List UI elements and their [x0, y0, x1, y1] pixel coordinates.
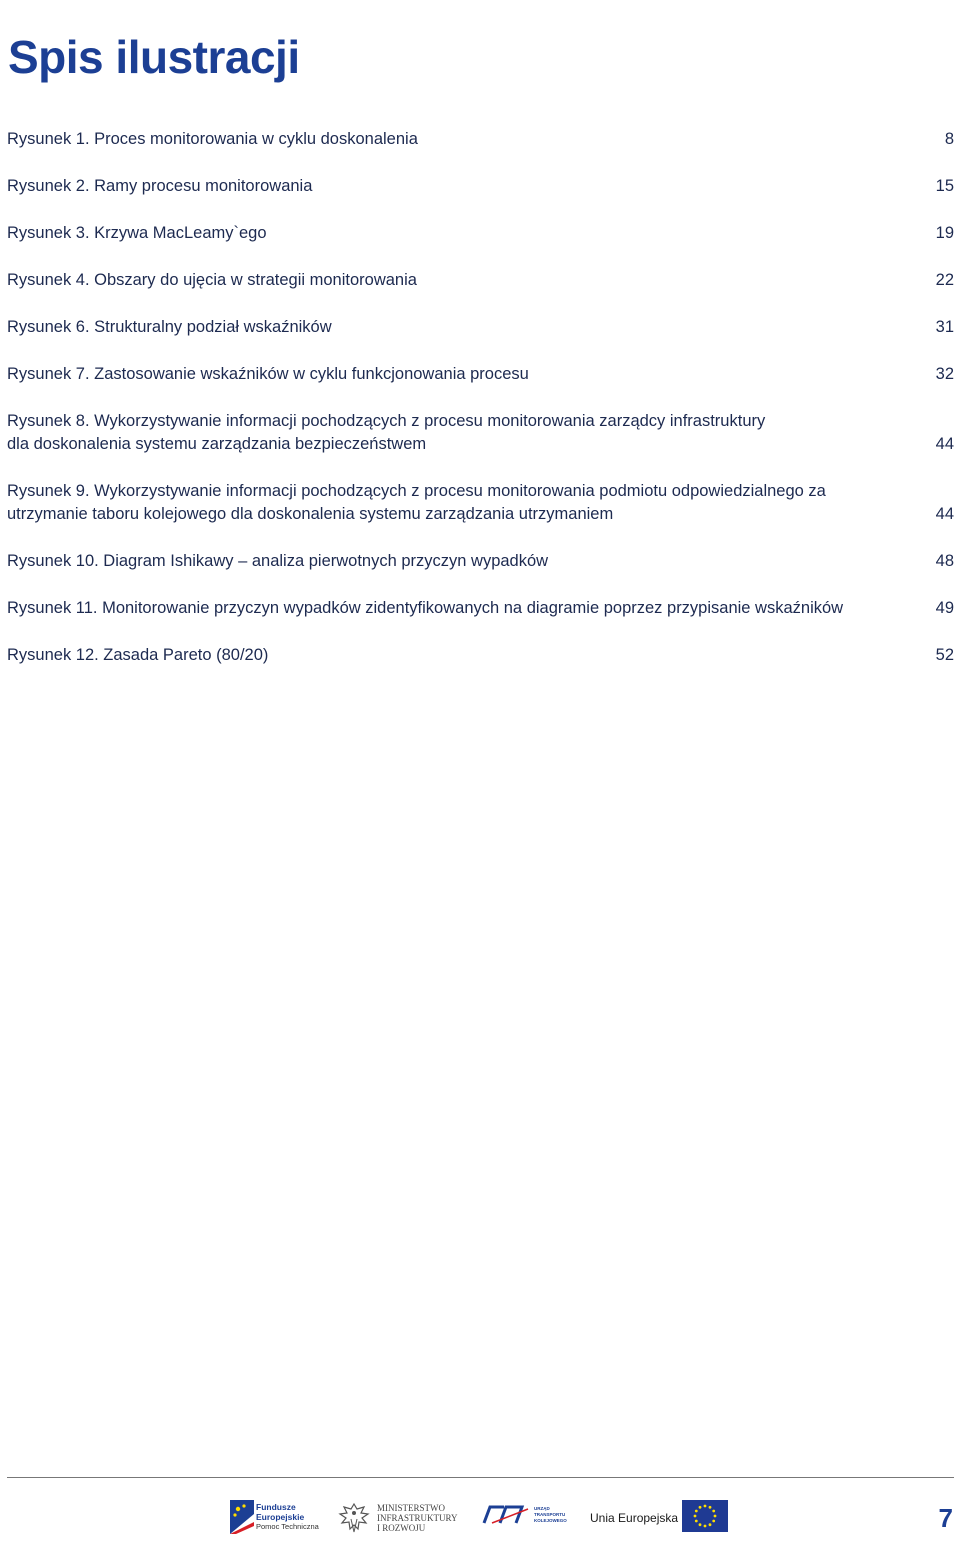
utk-line-1: URZĄD [534, 1506, 550, 1511]
toc-entry-page: 22 [935, 271, 954, 289]
ministry-line-3: I ROZWOJU [377, 1523, 426, 1533]
toc-entry-label: Rysunek 10. Diagram Ishikawy – analiza pierwotnych przyczyn wypadków [7, 552, 549, 570]
footer-divider [7, 1477, 954, 1478]
ministry-line-2: INFRASTRUKTURY [377, 1513, 458, 1523]
toc-entry[interactable] [7, 316, 954, 339]
toc-entry-label: Rysunek 11. Monitorowanie przyczyn wypadków zidentyfikowanych na diagramie poprzez przypisanie wskaźników [7, 599, 844, 617]
toc-entry-page: 15 [935, 177, 954, 195]
toc-entry[interactable] [7, 410, 954, 456]
toc-entry-page: 31 [935, 318, 954, 336]
toc-entry-label: Rysunek 6. Strukturalny podział wskaźników [7, 318, 332, 336]
toc-entry-page: 44 [935, 505, 954, 523]
toc-entry-page: 52 [935, 646, 954, 664]
toc-entry-page: 32 [935, 365, 954, 383]
page-title: Spis ilustracji [8, 31, 300, 83]
toc-entry[interactable] [7, 550, 954, 573]
fe-line-2: Europejskie [256, 1512, 305, 1522]
toc-entry-label: Rysunek 3. Krzywa MacLeamy`ego [7, 224, 267, 242]
ministry-line-1: MINISTERSTWO [377, 1503, 445, 1513]
illustrations-list [7, 128, 954, 691]
eu-flag-icon [682, 1500, 728, 1532]
toc-entry[interactable] [7, 480, 954, 526]
toc-entry-label: Rysunek 7. Zastosowanie wskaźników w cyklu funkcjonowania procesu [7, 365, 529, 383]
toc-entry[interactable] [7, 222, 954, 245]
ministry-logo [337, 1501, 467, 1535]
toc-entry-label: Rysunek 12. Zasada Pareto (80/20) [7, 646, 269, 664]
european-union-logo [590, 1500, 730, 1536]
toc-entry-label: Rysunek 2. Ramy procesu monitorowania [7, 177, 313, 195]
toc-entry[interactable] [7, 597, 954, 620]
fe-line-3: Pomoc Techniczna [256, 1522, 319, 1531]
toc-entry[interactable] [7, 644, 954, 667]
toc-entry-label: Rysunek 9. Wykorzystywanie informacji pochodzących z procesu monitorowania podmiotu odpowiedzialnego za utrzymanie taboru kolejowego dla doskonalenia systemu zarządzania utrzymaniem [7, 482, 826, 523]
page-footer [0, 1495, 960, 1541]
utk-rail-icon [482, 1503, 532, 1527]
toc-entry-label: Rysunek 1. Proces monitorowania w cyklu doskonalenia [7, 130, 418, 148]
utk-line-3: KOLEJOWEGO [534, 1518, 567, 1523]
toc-entry-label: Rysunek 4. Obszary do ujęcia w strategii monitorowania [7, 271, 417, 289]
fundusze-europejskie-logo [230, 1500, 320, 1536]
toc-entry-page: 48 [935, 552, 954, 570]
toc-entry[interactable] [7, 175, 954, 198]
eu-label: Unia Europejska [590, 1511, 679, 1525]
toc-entry-page: 44 [935, 435, 954, 453]
page-number: 7 [938, 1503, 953, 1533]
toc-entry[interactable] [7, 128, 954, 151]
eagle-emblem-icon [337, 1501, 371, 1535]
utk-line-2: TRANSPORTU [534, 1512, 566, 1517]
toc-entry-page: 8 [944, 130, 954, 148]
fe-line-1: Fundusze [256, 1502, 296, 1512]
toc-entry[interactable] [7, 269, 954, 292]
toc-entry[interactable] [7, 363, 954, 386]
utk-logo [482, 1503, 572, 1533]
toc-entry-page: 49 [935, 599, 954, 617]
toc-entry-page: 19 [935, 224, 954, 242]
fundusze-europejskie-icon [230, 1500, 254, 1534]
toc-entry-label: Rysunek 8. Wykorzystywanie informacji pochodzących z procesu monitorowania zarządcy infrastruktury dla doskonalenia systemu zarządzania bezpieczeństwem [7, 412, 766, 453]
